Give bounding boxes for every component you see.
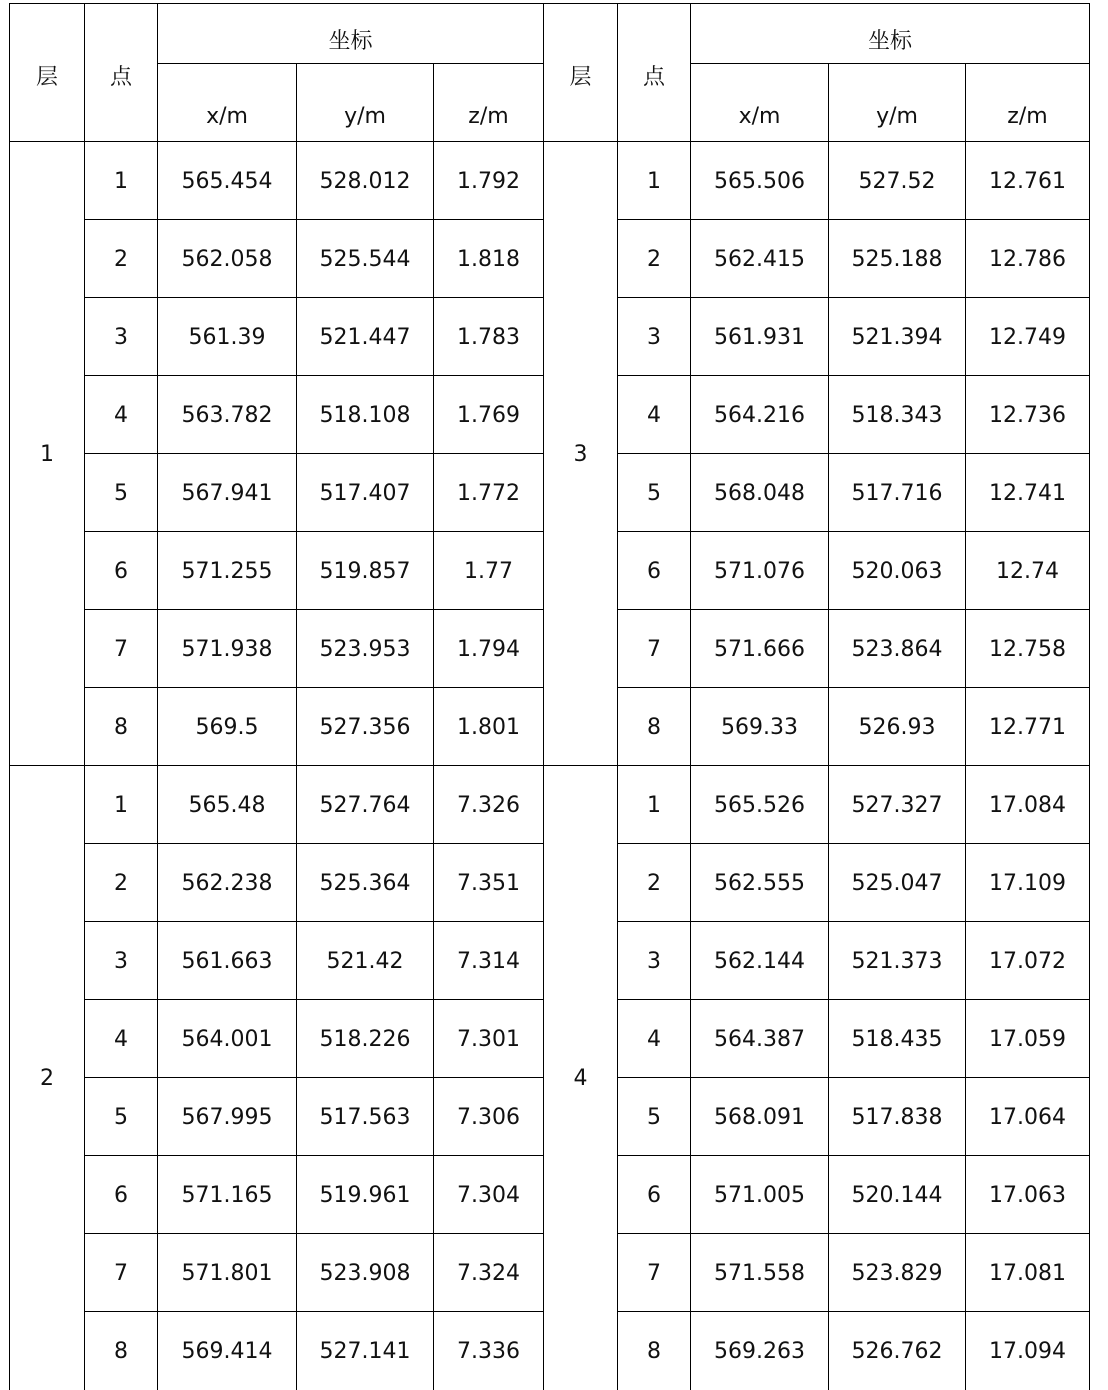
z-cell: 7.304 <box>434 1156 544 1234</box>
x-cell: 569.263 <box>691 1312 829 1390</box>
z-cell: 12.74 <box>966 532 1090 610</box>
point-cell: 5 <box>85 1078 158 1156</box>
y-cell: 521.42 <box>297 922 434 1000</box>
point-cell: 6 <box>618 532 691 610</box>
x-cell: 571.076 <box>691 532 829 610</box>
y-cell: 527.327 <box>829 766 966 844</box>
y-cell: 526.762 <box>829 1312 966 1390</box>
z-cell: 17.081 <box>966 1234 1090 1312</box>
z-cell: 1.77 <box>434 532 544 610</box>
point-cell: 3 <box>85 298 158 376</box>
coordinate-group-header: 坐标 <box>158 4 544 64</box>
point-cell: 3 <box>85 922 158 1000</box>
y-cell: 518.226 <box>297 1000 434 1078</box>
point-cell: 4 <box>618 376 691 454</box>
point-cell: 5 <box>618 1078 691 1156</box>
point-cell: 1 <box>85 142 158 220</box>
y-cell: 523.908 <box>297 1234 434 1312</box>
x-cell: 565.48 <box>158 766 297 844</box>
point-cell: 1 <box>85 766 158 844</box>
point-cell: 3 <box>618 922 691 1000</box>
y-cell: 519.857 <box>297 532 434 610</box>
point-cell: 8 <box>85 688 158 766</box>
y-cell: 521.373 <box>829 922 966 1000</box>
y-cell: 520.144 <box>829 1156 966 1234</box>
y-cell: 519.961 <box>297 1156 434 1234</box>
layer-cell: 2 <box>10 766 85 1390</box>
layer-header: 层 <box>10 4 85 142</box>
z-cell: 12.758 <box>966 610 1090 688</box>
y-cell: 525.188 <box>829 220 966 298</box>
x-cell: 571.666 <box>691 610 829 688</box>
x-cell: 571.005 <box>691 1156 829 1234</box>
x-cell: 562.144 <box>691 922 829 1000</box>
point-cell: 5 <box>618 454 691 532</box>
y-cell: 523.953 <box>297 610 434 688</box>
z-cell: 12.741 <box>966 454 1090 532</box>
x-header: x/m <box>158 64 297 142</box>
y-cell: 518.108 <box>297 376 434 454</box>
point-cell: 8 <box>618 1312 691 1390</box>
x-cell: 571.558 <box>691 1234 829 1312</box>
x-cell: 569.33 <box>691 688 829 766</box>
table-row <box>10 142 1090 220</box>
coordinate-group-header: 坐标 <box>691 4 1090 64</box>
z-header: z/m <box>966 64 1090 142</box>
point-header: 点 <box>618 4 691 142</box>
point-cell: 1 <box>618 766 691 844</box>
z-cell: 1.794 <box>434 610 544 688</box>
x-cell: 568.091 <box>691 1078 829 1156</box>
z-cell: 7.306 <box>434 1078 544 1156</box>
z-cell: 1.772 <box>434 454 544 532</box>
point-cell: 7 <box>85 610 158 688</box>
layer-header: 层 <box>544 4 618 142</box>
table-row <box>10 766 1090 844</box>
y-cell: 517.407 <box>297 454 434 532</box>
point-cell: 4 <box>618 1000 691 1078</box>
z-cell: 17.084 <box>966 766 1090 844</box>
y-cell: 517.563 <box>297 1078 434 1156</box>
z-cell: 17.063 <box>966 1156 1090 1234</box>
x-cell: 561.663 <box>158 922 297 1000</box>
x-cell: 564.387 <box>691 1000 829 1078</box>
point-cell: 3 <box>618 298 691 376</box>
z-cell: 7.324 <box>434 1234 544 1312</box>
y-cell: 525.364 <box>297 844 434 922</box>
y-cell: 523.829 <box>829 1234 966 1312</box>
point-cell: 4 <box>85 1000 158 1078</box>
layer-cell: 4 <box>544 766 618 1390</box>
point-cell: 8 <box>618 688 691 766</box>
x-cell: 562.415 <box>691 220 829 298</box>
x-cell: 571.255 <box>158 532 297 610</box>
x-header: x/m <box>691 64 829 142</box>
point-cell: 4 <box>85 376 158 454</box>
x-cell: 562.058 <box>158 220 297 298</box>
y-cell: 518.435 <box>829 1000 966 1078</box>
z-cell: 1.769 <box>434 376 544 454</box>
x-cell: 571.165 <box>158 1156 297 1234</box>
y-header: y/m <box>829 64 966 142</box>
point-cell: 6 <box>85 532 158 610</box>
point-cell: 2 <box>618 844 691 922</box>
layer-cell: 3 <box>544 142 618 766</box>
x-cell: 563.782 <box>158 376 297 454</box>
z-cell: 17.094 <box>966 1312 1090 1390</box>
point-cell: 8 <box>85 1312 158 1390</box>
point-cell: 5 <box>85 454 158 532</box>
point-cell: 1 <box>618 142 691 220</box>
z-cell: 17.109 <box>966 844 1090 922</box>
z-cell: 12.771 <box>966 688 1090 766</box>
point-cell: 7 <box>618 1234 691 1312</box>
y-cell: 528.012 <box>297 142 434 220</box>
z-cell: 1.801 <box>434 688 544 766</box>
y-cell: 520.063 <box>829 532 966 610</box>
z-cell: 7.351 <box>434 844 544 922</box>
y-cell: 525.047 <box>829 844 966 922</box>
z-cell: 17.059 <box>966 1000 1090 1078</box>
y-cell: 526.93 <box>829 688 966 766</box>
z-cell: 1.792 <box>434 142 544 220</box>
z-cell: 12.786 <box>966 220 1090 298</box>
table-body <box>10 142 1090 1390</box>
z-cell: 1.818 <box>434 220 544 298</box>
z-cell: 7.314 <box>434 922 544 1000</box>
x-cell: 569.414 <box>158 1312 297 1390</box>
point-cell: 7 <box>618 610 691 688</box>
point-cell: 2 <box>85 220 158 298</box>
z-cell: 7.301 <box>434 1000 544 1078</box>
x-cell: 567.995 <box>158 1078 297 1156</box>
x-cell: 568.048 <box>691 454 829 532</box>
z-cell: 12.761 <box>966 142 1090 220</box>
z-cell: 17.064 <box>966 1078 1090 1156</box>
point-header: 点 <box>85 4 158 142</box>
x-cell: 565.454 <box>158 142 297 220</box>
x-cell: 564.216 <box>691 376 829 454</box>
x-cell: 561.931 <box>691 298 829 376</box>
z-cell: 12.736 <box>966 376 1090 454</box>
point-cell: 2 <box>85 844 158 922</box>
y-cell: 527.141 <box>297 1312 434 1390</box>
y-cell: 525.544 <box>297 220 434 298</box>
z-cell: 12.749 <box>966 298 1090 376</box>
z-cell: 7.336 <box>434 1312 544 1390</box>
coordinate-table <box>9 3 1090 1390</box>
y-cell: 527.52 <box>829 142 966 220</box>
x-cell: 562.555 <box>691 844 829 922</box>
y-cell: 521.447 <box>297 298 434 376</box>
point-cell: 6 <box>85 1156 158 1234</box>
y-cell: 523.864 <box>829 610 966 688</box>
x-cell: 569.5 <box>158 688 297 766</box>
x-cell: 565.506 <box>691 142 829 220</box>
y-cell: 527.356 <box>297 688 434 766</box>
y-cell: 517.838 <box>829 1078 966 1156</box>
x-cell: 567.941 <box>158 454 297 532</box>
y-cell: 521.394 <box>829 298 966 376</box>
y-cell: 518.343 <box>829 376 966 454</box>
z-cell: 17.072 <box>966 922 1090 1000</box>
z-header: z/m <box>434 64 544 142</box>
point-cell: 2 <box>618 220 691 298</box>
z-cell: 7.326 <box>434 766 544 844</box>
z-cell: 1.783 <box>434 298 544 376</box>
layer-cell: 1 <box>10 142 85 766</box>
point-cell: 6 <box>618 1156 691 1234</box>
x-cell: 562.238 <box>158 844 297 922</box>
y-cell: 527.764 <box>297 766 434 844</box>
x-cell: 565.526 <box>691 766 829 844</box>
point-cell: 7 <box>85 1234 158 1312</box>
x-cell: 571.801 <box>158 1234 297 1312</box>
x-cell: 564.001 <box>158 1000 297 1078</box>
y-header: y/m <box>297 64 434 142</box>
x-cell: 561.39 <box>158 298 297 376</box>
x-cell: 571.938 <box>158 610 297 688</box>
y-cell: 517.716 <box>829 454 966 532</box>
